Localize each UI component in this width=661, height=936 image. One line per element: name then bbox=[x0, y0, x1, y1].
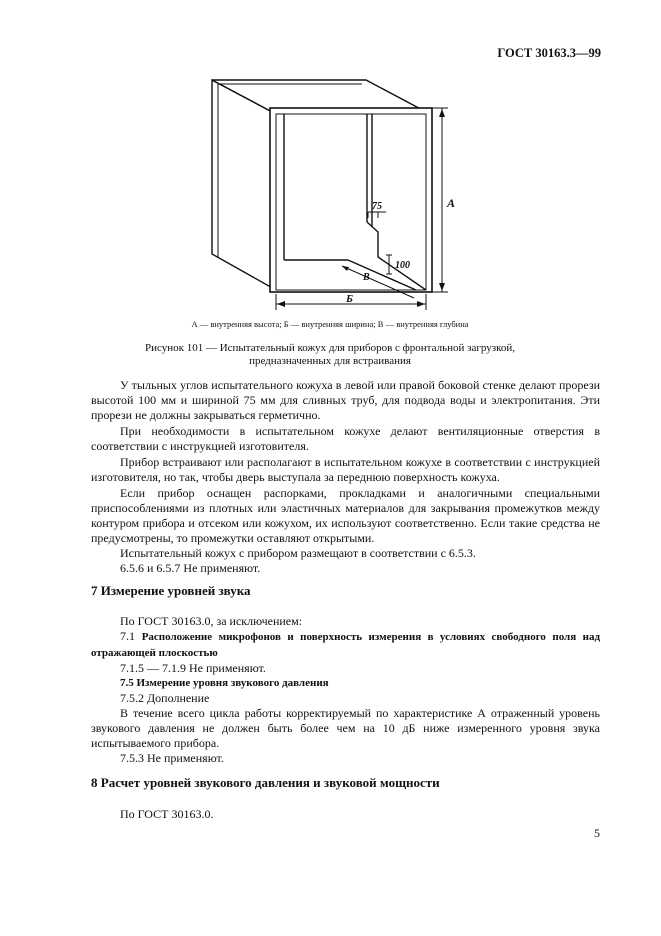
paragraph: У тыльных углов испытательного кожуха в левой или правой боковой стенке делают прорези высотой 100 мм и шириной 75 мм для сливных труб, для подвода воды и электропитания. Эти прорези не должны закрываться герметично. bbox=[91, 378, 600, 422]
subsection-number: 7.1 bbox=[120, 629, 135, 643]
paragraph: В течение всего цикла работы корректируемый по характеристике А отраженный уровень звукового давления не должен быть более чем на 10 дБ ниже измеренного уровня звука испытываемого прибора. bbox=[91, 706, 600, 750]
label-v: В bbox=[363, 272, 370, 283]
section-7 bbox=[91, 583, 600, 766]
section-8 bbox=[91, 775, 600, 822]
enclosure-drawing bbox=[200, 72, 470, 312]
caption-line-1: Рисунок 101 — Испытательный кожух для приборов с фронтальной загрузкой, bbox=[144, 342, 515, 354]
subsection-title: Расположение микрофонов и поверхность измерения в условиях свободного поля над отражающей плоскостью bbox=[91, 631, 601, 659]
label-a: А bbox=[447, 196, 456, 210]
label-100: 100 bbox=[395, 260, 410, 271]
figure-legend: А — внутренняя высота; Б — внутренняя ширина; В — внутренняя глубина bbox=[191, 319, 469, 329]
body-text bbox=[91, 378, 600, 576]
left-panel bbox=[212, 80, 276, 290]
figure-caption bbox=[60, 342, 600, 368]
paragraph: 7.5.3 Не применяют. bbox=[120, 751, 224, 765]
label-75: 75 bbox=[372, 201, 382, 212]
document-id: ГОСТ 30163.3—99 bbox=[497, 46, 601, 60]
section-heading: 7 Измерение уровней звука bbox=[91, 583, 251, 598]
paragraph: 7.5.2 Дополнение bbox=[120, 691, 210, 705]
caption-line-2: предназначенных для встраивания bbox=[249, 355, 411, 367]
paragraph: Прибор встраивают или располагают в испытательном кожухе в соответствии с инструкцией изготовителя, но так, чтобы дверь выступала за переднюю поверхность кожуха. bbox=[91, 455, 600, 484]
page-number: 5 bbox=[594, 826, 600, 840]
paragraph: 7.1.5 — 7.1.9 Не применяют. bbox=[120, 661, 266, 675]
paragraph: По ГОСТ 30163.0, за исключением: bbox=[120, 614, 303, 628]
label-b: Б bbox=[346, 293, 353, 305]
paragraph: Испытательный кожух с прибором размещают в соответствии с 6.5.3. bbox=[120, 546, 476, 560]
paragraph: 6.5.6 и 6.5.7 Не применяют. bbox=[120, 561, 261, 575]
paragraph: По ГОСТ 30163.0. bbox=[120, 807, 214, 821]
paragraph: При необходимости в испытательном кожухе делают вентиляционные отверстия в соответствии с инструкцией изготовителя. bbox=[91, 424, 600, 453]
paragraph: Если прибор оснащен распорками, прокладками и аналогичными специальными приспособлениями из плотных или эластичных материалов для закрывания промежутков между контуром прибора и отсеком или кожухом, их используют соответственно. Если такие средства не предусмотрены, то промежутки оставляют открытыми. bbox=[91, 486, 600, 545]
subsection-7-1 bbox=[91, 629, 600, 661]
subsection-7-5: 7.5 Измерение уровня звукового давления bbox=[120, 677, 329, 689]
section-heading: 8 Расчет уровней звукового давления и звуковой мощности bbox=[91, 775, 440, 790]
figure-test-enclosure bbox=[200, 72, 470, 312]
